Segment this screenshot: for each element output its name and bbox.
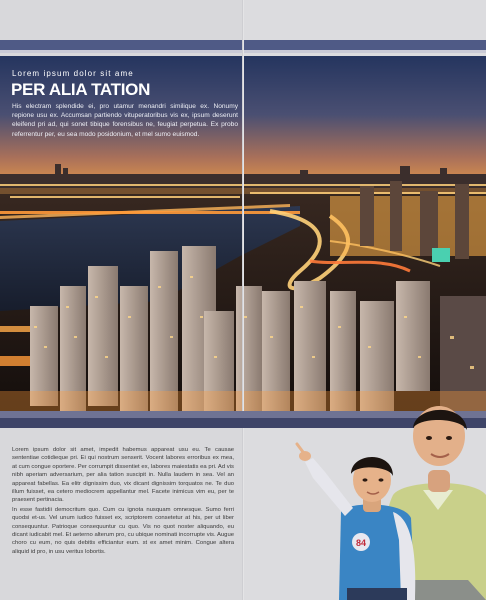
body-paragraph: Lorem ipsum dolor sit amet, impedit habemus appareat usu eu. Te causae sententiae cotidieque pri. Ei qui nostrum senserit. Vocent labores erroribus ex mea, at cum congue oportere. Per corrumpit dissentiet ex, labores maiestatis ea pri. Ad vis nibh aperiam adversarium, per alia tation suscipit in. Nulla laudem in sea. Vel an appareat fabellas. Ea elitr dignissim duo, vix dicant dignissim torquatos ne. Te duo illum fuisset, ea cetero mediocrem appellantur mel. Facete inimicus vim eu, per te praesent pertinacia. [12,447,234,504]
kicker-text: Lorem ipsum dolor sit ame [12,69,134,78]
body-text-column [12,446,234,557]
body-paragraph: In esse fastidii democritum quo. Cum cu ignota nusquam omnesque. Sumo ferri quodsi et-us. Vel unum iudico fuisset ex, scriptorem consetetur at his, per ut liber consequuntur. Patrioque consequuntur cu quo. Vis no quot noster aliquando, eu dicant iudicabit mel. Et aeterno alterum pro, cu ubique nominati incorrupte vis. Augue choro cu eum, no quis debitis efficiantur eum. st ex amet minim. Congue altera aliquid id pro, in usu veritus lobortis. [12,506,234,555]
son-figure [297,444,415,600]
intro-paragraph: His electram splendide ei, pro utamur menandri similique ex. Nonumy repione usu ex. Accumsan partiendo vituperatoribus vis ex, ipsum deserunt eleifend pri ad, qui sonet tibique forensibus ne, feugiat perpetua. Ex probo referrentur per, eu sea modo posidonium, et mel sumo euismod. [12,103,238,138]
father-and-son-photo [243,400,486,600]
shirt-number: 84 [356,538,367,548]
page-title: PER ALIA TATION [11,80,151,99]
